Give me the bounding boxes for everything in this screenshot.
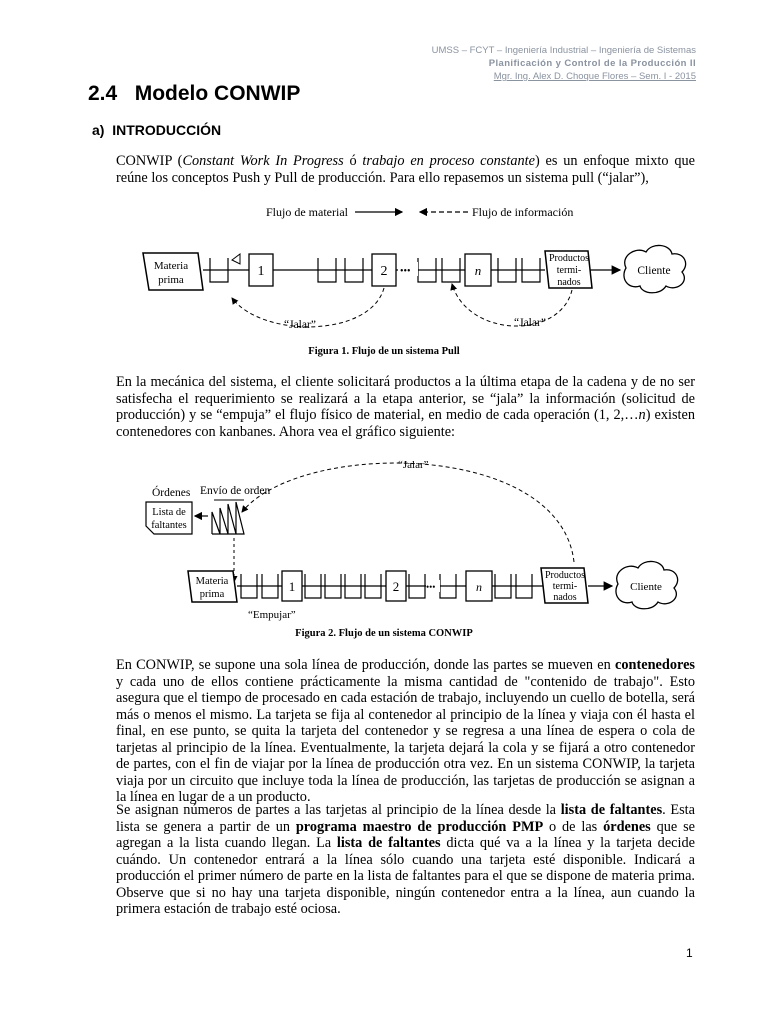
mechanics-paragraph <box>116 374 695 440</box>
card-queue-icon <box>212 502 244 534</box>
finished-label-3: nados <box>553 592 577 603</box>
finished-label-2: termi- <box>552 581 578 592</box>
subsection-title: INTRODUCCIÓN <box>112 122 222 138</box>
shortage-bold-list-2: lista de faltantes <box>336 835 441 851</box>
shortage-list-label-2: faltantes <box>151 520 187 531</box>
page-number: 1 <box>686 946 693 960</box>
conwip-text-c: y cada uno de ellos contiene prácticamente la misma cantidad de "contenido de trabajo". Esto asegura que el tiempo de procesado en cada estación de trabajo, incluyendo un cuello de botella, será más o menos el mismo. La tarjeta se fija al contenedor al principio de la línea y viaja con él hasta el final, en ese punto, se quita la tarjeta del contenedor y se regresa a una línea de espera o cola de tarjetas al principio de la línea. Eventualmente, la tarjeta dejará la cola y se fijará a otro contenedor de partes, con el fin de viajar por la línea de producción otra vez. En un sistema CONWIP, la tarjeta viaja por un circuito que incluye toda la línea de producción, las tarjetas de producción se asignan a la línea en lugar de a un producto. <box>116 673 695 805</box>
ellipsis-dots: ••• <box>426 582 436 592</box>
mechanics-text-a: En la mecánica del sistema, el cliente solicitará productos a la última etapa de la cadena y de no ser satisfecha el requerimiento se realizará a la etapa anterior, se “jala” la información (solicitud de producción) y se “empuja” el flujo físico de material, en medio de cada operación (1, 2,… <box>116 374 695 423</box>
mechanics-text-b: ) existen contenedores con kanbanes. Ahora vea el gráfico siguiente: <box>116 407 696 440</box>
pull-label-left: “Jalar” <box>284 319 316 331</box>
pull-label-right: “Jalar” <box>514 317 546 329</box>
conwip-text-a: En CONWIP, se supone una sola línea de producción, donde las partes se mueven en <box>116 657 616 673</box>
figure-conwip-system <box>0 450 768 630</box>
ellipsis-dots: ••• <box>400 266 411 277</box>
kanban-card-icon <box>232 254 240 264</box>
finished-label-1: Productos <box>545 570 585 581</box>
shortage-bold-pmp: programa maestro de producción PMP <box>295 818 544 835</box>
section-title: Modelo CONWIP <box>134 82 301 105</box>
shortage-bold-list: lista de faltantes <box>560 802 663 818</box>
shortage-paragraph <box>116 802 695 918</box>
orders-label: Órdenes <box>152 487 191 499</box>
send-order-label: Envío de orden <box>200 485 271 497</box>
header-course: Planificación y Control de la Producción II <box>488 58 696 69</box>
shortage-text-e: o de las <box>543 818 604 835</box>
header-institution: UMSS – FCYT – Ingeniería Industrial – Ingeniería de Sistemas <box>431 45 696 56</box>
finished-label-3: nados <box>557 277 581 288</box>
raw-material-label-2: prima <box>158 274 184 286</box>
jalar-arc <box>242 463 574 562</box>
section-number: 2.4 <box>88 82 118 105</box>
shortage-text-i: dicta qué va a la línea y la tarjeta decide cuándo. Un contenedor entrará a la línea sólo cuando una tarjeta esté disponible. Indicará a producción el primer número de parte en la lista de faltantes para el que se dispone de materia prima. Observe que si no hay una tarjeta disponible, ningún contenedor entra a la línea, aun cuando la primera estación de trabajo esté ociosa. <box>116 835 695 917</box>
intro-text-2: ó <box>343 153 363 169</box>
figure-pull-system <box>0 198 768 348</box>
mechanics-italic-n: n <box>638 407 646 423</box>
conwip-paragraph <box>116 657 695 806</box>
raw-material-label-2: prima <box>199 589 225 600</box>
empujar-label: “Empujar” <box>248 609 296 621</box>
subsection-heading <box>92 122 221 138</box>
conwip-bold-containers: contenedores <box>615 657 695 673</box>
finished-label-2: termi- <box>556 265 582 276</box>
jalar-label: “Jalar” <box>398 459 429 471</box>
finished-label-1: Productos <box>549 253 589 264</box>
customer-label: Cliente <box>630 581 662 593</box>
shortage-text-a: Se asignan números de partes a las tarjetas al principio de la línea desde la <box>116 802 561 818</box>
intro-text-3: ) es un enfoque mixto que reúne los conceptos Push y Pull de producción. Para ello repasemos un sistema pull (“jalar”), <box>116 153 696 186</box>
legend-info-label: Flujo de información <box>472 205 574 219</box>
shortage-list-label-1: Lista de <box>152 507 186 518</box>
intro-italic-2: trabajo en proceso constante <box>362 153 535 169</box>
legend-material-label: Flujo de material <box>266 205 348 219</box>
intro-text-1: CONWIP ( <box>116 153 183 169</box>
intro-italic-1: Constant Work In Progress <box>182 153 344 169</box>
shortage-bold-orders: órdenes <box>603 818 651 835</box>
page-header <box>432 44 696 83</box>
station-n-label: n <box>474 263 482 278</box>
shortage-text-c: . Esta lista se genera a partir de un <box>116 802 695 835</box>
station-2-label: 2 <box>392 579 400 594</box>
section-heading <box>88 82 300 106</box>
intro-paragraph <box>116 153 695 186</box>
subsection-label: a) <box>92 122 105 138</box>
station-2-label: 2 <box>380 264 388 279</box>
header-author: Mgr. Ing. Alex D. Choque Flores – Sem. I - 2015 <box>493 71 696 82</box>
customer-label: Cliente <box>637 265 671 277</box>
station-n-label: n <box>476 580 482 594</box>
station-1-label: 1 <box>288 579 296 594</box>
raw-material-label-1: Materia <box>195 576 229 587</box>
pull-arc-right <box>452 284 572 326</box>
raw-material-label-1: Materia <box>153 260 189 272</box>
figure-1-caption: Figura 1. Flujo de un sistema Pull <box>308 346 460 357</box>
figure-2-caption: Figura 2. Flujo de un sistema CONWIP <box>295 628 473 639</box>
shortage-text-g: que se agregan a la lista cuando llegan. La <box>116 818 695 851</box>
station-1-label: 1 <box>257 264 265 279</box>
